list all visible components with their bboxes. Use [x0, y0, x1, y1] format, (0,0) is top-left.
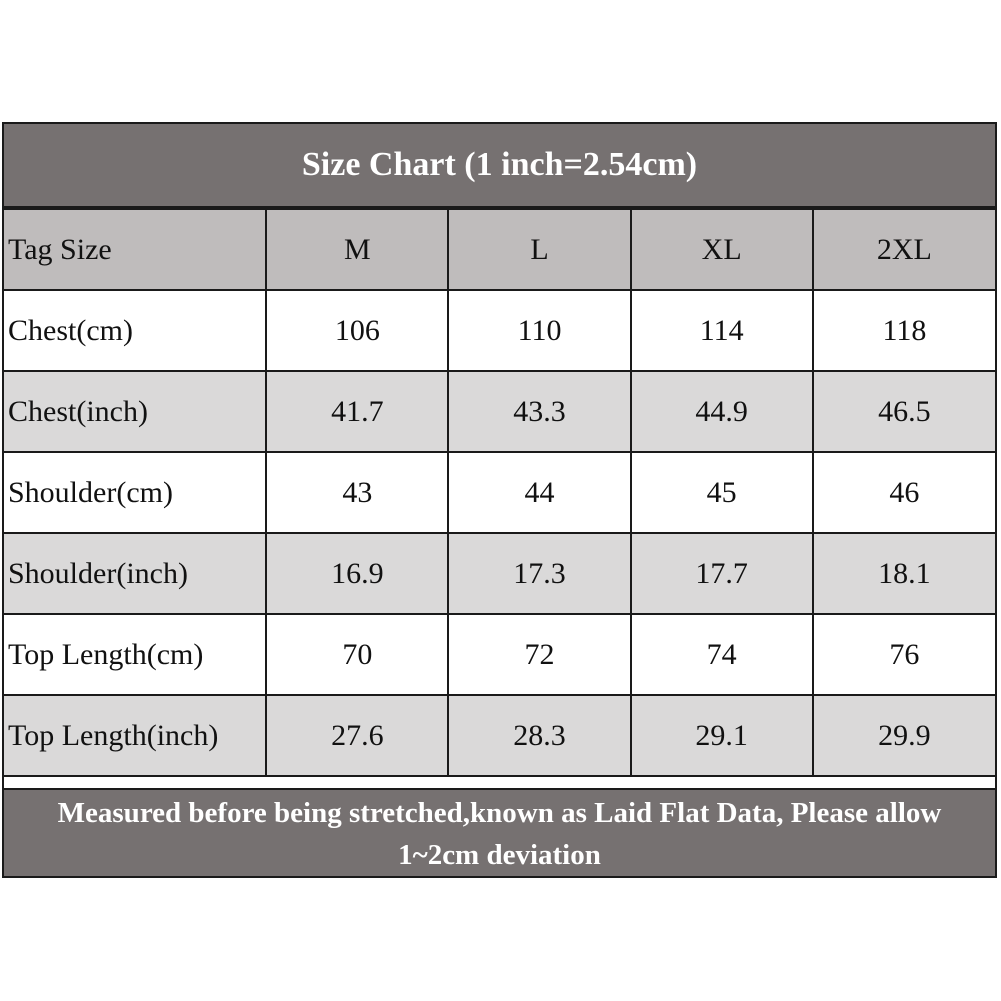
table-cell: 17.3 — [448, 533, 630, 614]
table-cell: 76 — [813, 614, 995, 695]
table-cell: 72 — [448, 614, 630, 695]
table-cell: 45 — [631, 452, 813, 533]
table-cell: 16.9 — [266, 533, 448, 614]
table-header-row — [4, 209, 995, 290]
row-label: Chest(inch) — [4, 371, 266, 452]
chart-title: Size Chart (1 inch=2.54cm) — [4, 124, 995, 208]
size-table — [4, 208, 995, 777]
row-label: Chest(cm) — [4, 290, 266, 371]
table-cell: 44.9 — [631, 371, 813, 452]
table-cell: 43.3 — [448, 371, 630, 452]
table-cell: 110 — [448, 290, 630, 371]
table-cell: 46 — [813, 452, 995, 533]
table-cell: 43 — [266, 452, 448, 533]
size-header-m: M — [266, 209, 448, 290]
table-row — [4, 452, 995, 533]
table-cell: 106 — [266, 290, 448, 371]
table-row — [4, 290, 995, 371]
size-header-l: L — [448, 209, 630, 290]
table-row — [4, 533, 995, 614]
table-cell: 17.7 — [631, 533, 813, 614]
size-chart — [2, 122, 997, 878]
header-label: Tag Size — [4, 209, 266, 290]
table-cell: 27.6 — [266, 695, 448, 776]
row-label: Shoulder(cm) — [4, 452, 266, 533]
table-cell: 114 — [631, 290, 813, 371]
deviation-note: Measured before being stretched,known as Laid Flat Data, Please allow 1~2cm deviation — [4, 788, 995, 876]
table-cell: 74 — [631, 614, 813, 695]
table-cell: 28.3 — [448, 695, 630, 776]
table-cell: 118 — [813, 290, 995, 371]
size-header-xl: XL — [631, 209, 813, 290]
table-cell: 44 — [448, 452, 630, 533]
table-row — [4, 695, 995, 776]
table-row — [4, 614, 995, 695]
table-cell: 46.5 — [813, 371, 995, 452]
size-header-2xl: 2XL — [813, 209, 995, 290]
table-cell: 18.1 — [813, 533, 995, 614]
row-label: Top Length(inch) — [4, 695, 266, 776]
table-cell: 29.1 — [631, 695, 813, 776]
row-label: Shoulder(inch) — [4, 533, 266, 614]
table-row — [4, 371, 995, 452]
table-cell: 41.7 — [266, 371, 448, 452]
table-cell: 70 — [266, 614, 448, 695]
row-label: Top Length(cm) — [4, 614, 266, 695]
table-cell: 29.9 — [813, 695, 995, 776]
